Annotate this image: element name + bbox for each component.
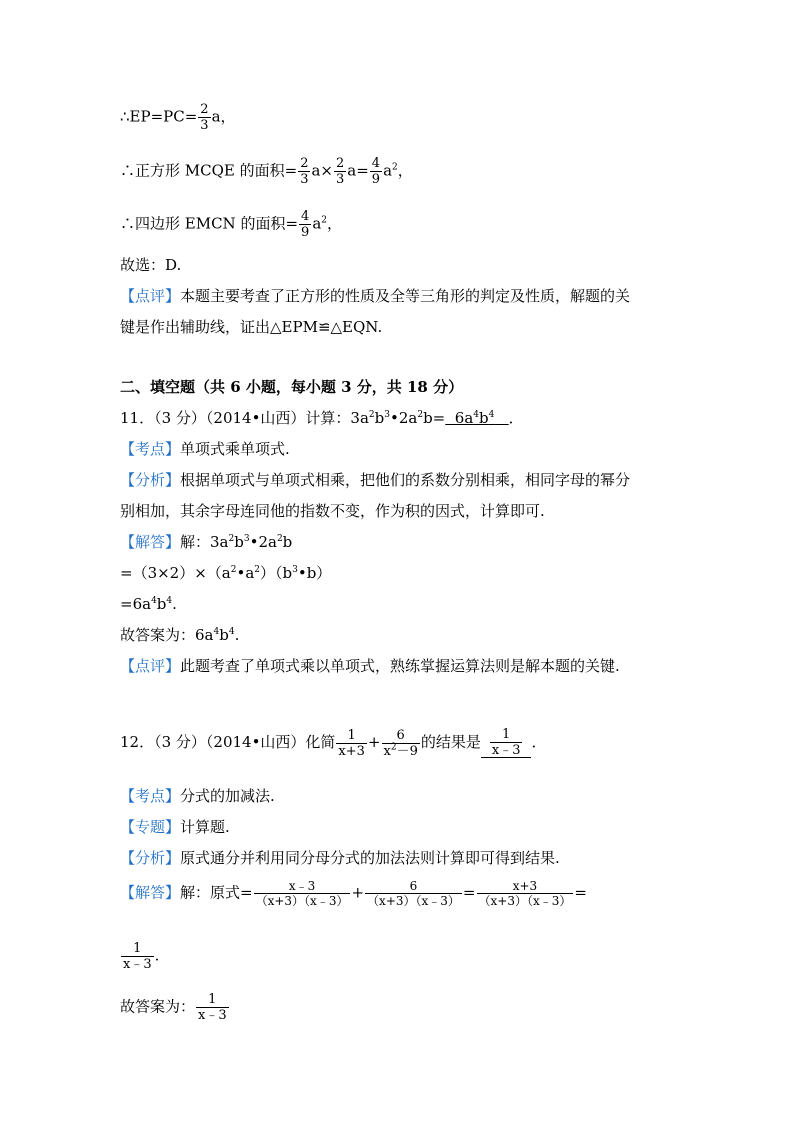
text: •a	[236, 564, 255, 582]
text: 本题主要考查了正方形的性质及全等三角形的判定及性质，解题的关	[180, 287, 631, 305]
exponent: 4	[151, 596, 157, 606]
denominator: x+3	[338, 743, 365, 759]
q12-knowledge	[120, 789, 275, 804]
comment-tag: 【点评】	[120, 657, 181, 675]
exponent: 3	[384, 410, 390, 420]
q11-solution-3	[120, 597, 177, 612]
section-heading: 二、填空题（共 6 小题，每小题 3 分，共 18 分）	[120, 378, 464, 396]
text: +	[367, 733, 381, 751]
text: ．	[508, 409, 524, 427]
text: =（3×2）×（a	[120, 564, 231, 582]
exponent: 2	[254, 565, 261, 575]
answer-blank	[481, 728, 532, 758]
exponent: 3	[243, 534, 250, 544]
text: ∴EP=PC=	[120, 107, 198, 126]
question-12	[120, 728, 547, 758]
text: ，	[397, 161, 413, 180]
denominator: x﹣3	[198, 1008, 227, 1023]
q11-final-answer	[120, 628, 239, 643]
numerator: 1	[347, 727, 356, 743]
denominator: 3	[336, 172, 345, 187]
q12-topic	[120, 820, 230, 835]
text: b	[282, 533, 293, 551]
denominator: 3	[300, 172, 309, 187]
numerator: 6	[396, 727, 405, 743]
text: 根据单项式与单项式相乘，把他们的系数分别相乘，相同字母的幂分	[180, 471, 631, 489]
exponent: 2	[417, 410, 424, 420]
comment-10-line-2: 键是作出辅助线，证出△EPM≌△EQN.	[120, 318, 383, 336]
exponent: 3	[292, 565, 298, 575]
text: .	[172, 595, 177, 613]
fraction	[299, 210, 311, 239]
text: ∴四边形 EMCN 的面积=	[120, 214, 299, 233]
fraction	[490, 728, 523, 757]
text: a，	[211, 107, 236, 126]
text: =	[574, 883, 587, 902]
text: b	[156, 595, 167, 613]
fraction	[198, 103, 210, 132]
text: .	[234, 626, 240, 644]
answer-blank	[445, 409, 508, 427]
text: 解：3a	[180, 533, 229, 551]
question-11	[120, 411, 524, 426]
fraction	[336, 729, 367, 758]
fraction	[121, 942, 154, 971]
q11-analysis-1	[120, 473, 630, 488]
exponent: 2	[390, 742, 397, 753]
text: b	[374, 409, 385, 427]
fraction	[334, 157, 346, 186]
text: •2a	[390, 409, 418, 427]
q11-solution-2	[120, 566, 331, 581]
text: 单项式乘单项式.	[180, 440, 290, 458]
text: ∴正方形 MCQE 的面积=	[120, 161, 298, 180]
denominator	[382, 743, 420, 758]
text: 故答案为：6a	[120, 626, 214, 644]
text: 12．（3 分）（2014•山西）化简	[120, 733, 336, 751]
knowledge-tag: 【考点】	[120, 440, 181, 458]
q11-analysis-2: 别相加，其余字母连同他的指数不变，作为积的因式，计算即可.	[120, 502, 545, 520]
text: ）（b	[260, 564, 293, 582]
q12-solution-1	[120, 880, 587, 907]
text: 分式的加减法.	[180, 787, 275, 805]
exponent: 2	[392, 162, 398, 173]
text: •b）	[297, 564, 332, 582]
exponent: 4	[228, 627, 235, 637]
text: +	[351, 883, 365, 902]
exponent: 2	[368, 410, 375, 420]
text: 解：原式=	[180, 883, 253, 902]
denominator: 9	[371, 172, 381, 187]
exponent: 4	[473, 410, 480, 420]
text: 的结果是	[420, 733, 481, 751]
topic-tag: 【专题】	[120, 818, 181, 836]
numerator: 2	[200, 102, 209, 117]
denominator: （x+3）（x﹣3）	[478, 894, 572, 908]
analysis-tag: 【分析】	[120, 849, 181, 867]
denominator: （x+3）（x﹣3）	[367, 894, 460, 908]
text: 计算题.	[180, 818, 230, 836]
comment-10-line-1	[120, 289, 630, 304]
denominator: x﹣3	[491, 743, 521, 758]
derivation-line-1	[120, 103, 236, 132]
derivation-line-3	[120, 210, 342, 239]
text: 此题考查了单项式乘以单项式，熟练掌握运算法则是解本题的关键.	[180, 657, 620, 675]
text: b=	[423, 409, 446, 427]
q12-analysis	[120, 851, 560, 866]
text: 原式通分并利用同分母分式的加法法则计算即可得到结果.	[180, 849, 560, 867]
knowledge-tag: 【考点】	[120, 787, 181, 805]
q12-final-answer	[120, 993, 230, 1022]
denominator: （x+3）（x﹣3）	[255, 894, 349, 908]
denominator: 3	[200, 118, 209, 133]
exponent: 4	[166, 596, 173, 606]
text: .	[154, 946, 160, 965]
denominator: 9	[301, 225, 310, 240]
q11-knowledge	[120, 442, 290, 457]
q12-solution-2	[120, 942, 159, 971]
derivation-line-2	[120, 157, 413, 186]
comment-tag: 【点评】	[120, 287, 181, 305]
fraction	[196, 993, 229, 1022]
fraction	[254, 880, 351, 907]
exponent: 2	[230, 565, 237, 575]
q11-solution-1	[120, 535, 292, 550]
choice-answer: 故选：D.	[120, 256, 182, 274]
numerator: 6	[409, 879, 418, 893]
text: a	[383, 161, 393, 180]
text: =6a	[120, 595, 152, 613]
numerator: 4	[301, 209, 310, 224]
numerator: 2	[300, 156, 309, 171]
exponent: 2	[321, 215, 327, 226]
text: a×	[311, 161, 333, 180]
numerator: 4	[371, 156, 381, 171]
text: 故答案为：	[120, 997, 196, 1016]
text: 6a	[445, 409, 474, 427]
exponent: 2	[228, 534, 235, 544]
analysis-tag: 【分析】	[120, 471, 181, 489]
numerator: 1	[208, 992, 217, 1007]
numerator: x﹣3	[288, 879, 316, 893]
solution-tag: 【解答】	[120, 883, 181, 902]
text: ，	[327, 214, 343, 233]
text: －9	[396, 743, 418, 759]
exponent: 2	[276, 534, 283, 544]
exponent: 4	[213, 627, 220, 637]
fraction	[382, 729, 420, 758]
text: a=	[347, 161, 369, 180]
numerator: 1	[502, 727, 511, 742]
text: b	[479, 409, 489, 427]
fraction	[477, 880, 574, 907]
text: b	[234, 533, 244, 551]
fraction	[298, 157, 310, 186]
text: •2a	[249, 533, 277, 551]
solution-tag: 【解答】	[120, 533, 181, 551]
fraction	[370, 157, 382, 186]
numerator: x+3	[512, 879, 538, 893]
text: a	[312, 214, 322, 233]
text: x	[383, 743, 391, 759]
numerator: 1	[133, 941, 142, 956]
text: b	[219, 626, 229, 644]
numerator: 2	[336, 156, 345, 171]
exponent: 4	[488, 410, 495, 420]
q11-comment	[120, 659, 620, 674]
text: 11．（3 分）（2014•山西）计算：3a	[120, 409, 369, 427]
fraction	[365, 880, 462, 907]
text	[494, 409, 508, 427]
denominator: x﹣3	[123, 957, 152, 972]
text: =	[462, 883, 476, 902]
text: ．	[531, 733, 547, 751]
